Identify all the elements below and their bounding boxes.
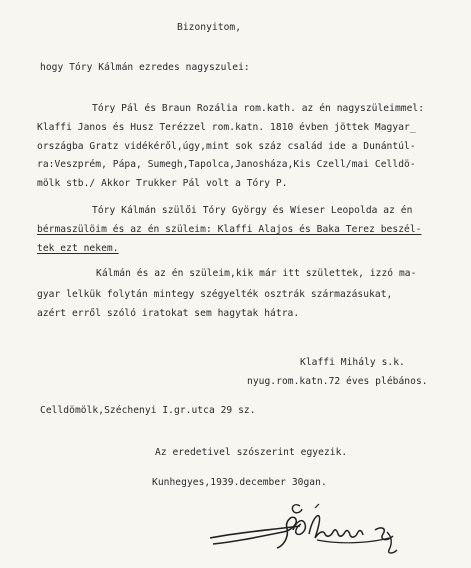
- para1-line-4: ra:Veszprém, Pápa, Sumegh,Tapolca,Janosháza,Kis Czell/mai Celldö-: [37, 159, 416, 170]
- para3-line-2: gyar lelkük folytán mintegy szégyelték osztrák származásukat,: [37, 289, 393, 300]
- para1-line-1: Tóry Pál és Braun Rozália rom.kath. az én nagyszüleimmel:: [92, 103, 425, 114]
- para3-line-3: azért erről szóló iratokat sem hagytak hátra.: [37, 308, 300, 319]
- signer-name: Klaffi Mihály s.k.: [300, 357, 405, 368]
- para1-line-5: mölk stb./ Akkor Trukker Pál volt a Tóry P.: [37, 178, 288, 189]
- para2-line-1: Tóry Kálmán szülői Tóry György és Wieser Leopolda az én: [92, 205, 413, 216]
- place-date-line: Kunhegyes,1939.december 30gan.: [152, 477, 327, 488]
- handwritten-signature: [205, 500, 405, 562]
- para1-line-2: Klaffi Janos és Husz Terézzel rom.katn. 1810 évben jöttek Magyar_: [37, 122, 416, 133]
- address-line: Celldömölk,Széchenyi I.gr.utca 29 sz.: [40, 405, 256, 416]
- para2-line-2: bérmaszülöim és az én szüleim: Klaffi Alajos és Baka Terez beszél-: [37, 224, 422, 235]
- certification-line: Az eredetivel szószerint egyezik.: [155, 447, 348, 458]
- signer-title: nyug.rom.katn.72 éves plébános.: [247, 376, 428, 387]
- intro-line: hogy Tóry Kálmán ezredes nagyszulei:: [40, 62, 250, 73]
- para2-line-3: tek ezt nekem.: [37, 243, 119, 254]
- para3-line-1: Kálmán és az én szüleim,kik már itt születtek, izzó ma-: [96, 268, 417, 279]
- document-heading: Bizonyitom,: [177, 22, 242, 33]
- para1-line-3: országba Gratz vidékéről,úgy,mint sok száz család ide a Dunántúl-: [37, 141, 416, 152]
